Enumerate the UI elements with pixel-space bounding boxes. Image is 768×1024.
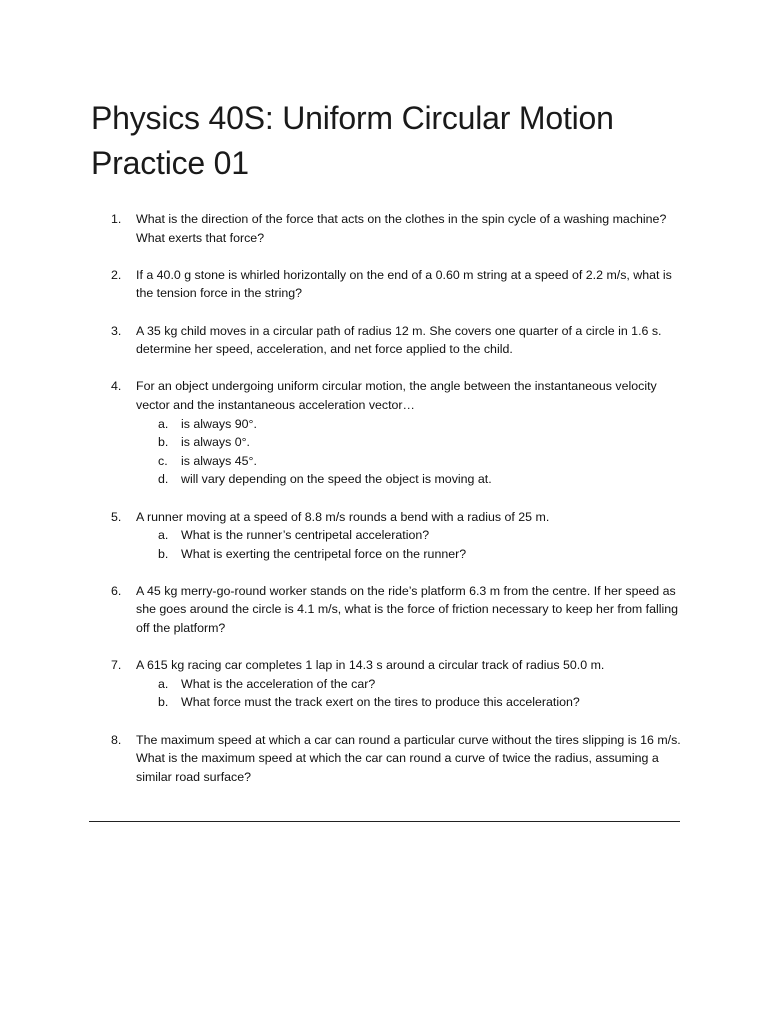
option-letter: a. xyxy=(158,416,169,431)
sub-question-b xyxy=(0,545,768,564)
question-6 xyxy=(0,582,768,638)
sub-question-a xyxy=(0,526,768,545)
sub-question-text: What is the runner’s centripetal acceleration? xyxy=(181,528,430,543)
sub-question-a xyxy=(0,675,768,694)
sub-question-letter: b. xyxy=(158,546,169,561)
page-title xyxy=(91,96,691,186)
title-line-1: Physics 40S: Uniform Circular Motion xyxy=(91,100,614,136)
question-number: 6. xyxy=(111,583,122,598)
horizontal-divider xyxy=(89,821,680,822)
option-letter: c. xyxy=(158,453,168,468)
question-2 xyxy=(0,266,768,303)
option-c xyxy=(0,452,768,471)
sub-question-letter: b. xyxy=(158,695,169,710)
question-text: If a 40.0 g stone is whirled horizontally on the end of a 0.60 m string at a speed of 2.2 m/s, what is the tension force in the string? xyxy=(136,267,672,301)
question-text: A runner moving at a speed of 8.8 m/s rounds a bend with a radius of 25 m. xyxy=(136,509,550,524)
option-text: will vary depending on the speed the object is moving at. xyxy=(181,472,492,487)
question-number: 2. xyxy=(111,267,122,282)
question-number: 5. xyxy=(111,509,122,524)
title-line-2: Practice 01 xyxy=(91,145,249,181)
option-letter: b. xyxy=(158,435,169,450)
question-number: 7. xyxy=(111,658,122,673)
question-number: 4. xyxy=(111,379,122,394)
question-list xyxy=(0,210,768,805)
question-1 xyxy=(0,210,768,247)
question-text: A 615 kg racing car completes 1 lap in 14.3 s around a circular track of radius 50.0 m. xyxy=(136,658,605,673)
question-text: What is the direction of the force that acts on the clothes in the spin cycle of a washing machine? What exerts that force? xyxy=(136,212,667,245)
question-7 xyxy=(0,656,768,712)
question-4 xyxy=(0,377,768,489)
question-text: A 35 kg child moves in a circular path of radius 12 m. She covers one quarter of a circle in 1.6 s. determine her speed, acceleration, and net force applied to the child. xyxy=(136,323,662,357)
option-b xyxy=(0,433,768,452)
question-text: For an object undergoing uniform circular motion, the angle between the instantaneous velocity vector and the instantaneous acceleration vector… xyxy=(136,379,657,412)
sub-question-b xyxy=(0,693,768,712)
answer-options xyxy=(0,415,768,489)
sub-questions xyxy=(0,526,768,563)
option-letter: d. xyxy=(158,472,169,487)
sub-question-text: What force must the track exert on the tires to produce this acceleration? xyxy=(181,695,580,710)
question-text: A 45 kg merry-go-round worker stands on the ride’s platform 6.3 m from the centre. If her speed as she goes around the circle is 4.1 m/s, what is the force of friction necessary to keep her from falling off the platform? xyxy=(136,583,679,636)
sub-questions xyxy=(0,675,768,712)
question-number: 8. xyxy=(111,732,122,747)
sub-question-letter: a. xyxy=(158,676,169,691)
question-5 xyxy=(0,508,768,564)
sub-question-text: What is the acceleration of the car? xyxy=(181,676,376,691)
question-number: 1. xyxy=(111,212,122,226)
option-text: is always 45°. xyxy=(181,453,257,468)
sub-question-text: What is exerting the centripetal force on the runner? xyxy=(181,546,467,561)
question-8 xyxy=(0,731,768,787)
option-text: is always 90°. xyxy=(181,416,257,431)
question-text: The maximum speed at which a car can round a particular curve without the tires slipping is 16 m/s. What is the maximum speed at which the car can round a curve of twice the radius, assuming a similar road surface? xyxy=(136,732,681,784)
sub-question-letter: a. xyxy=(158,528,169,543)
question-number: 3. xyxy=(111,323,122,338)
option-a xyxy=(0,415,768,434)
question-3 xyxy=(0,322,768,359)
option-text: is always 0°. xyxy=(181,435,250,450)
option-d xyxy=(0,470,768,489)
